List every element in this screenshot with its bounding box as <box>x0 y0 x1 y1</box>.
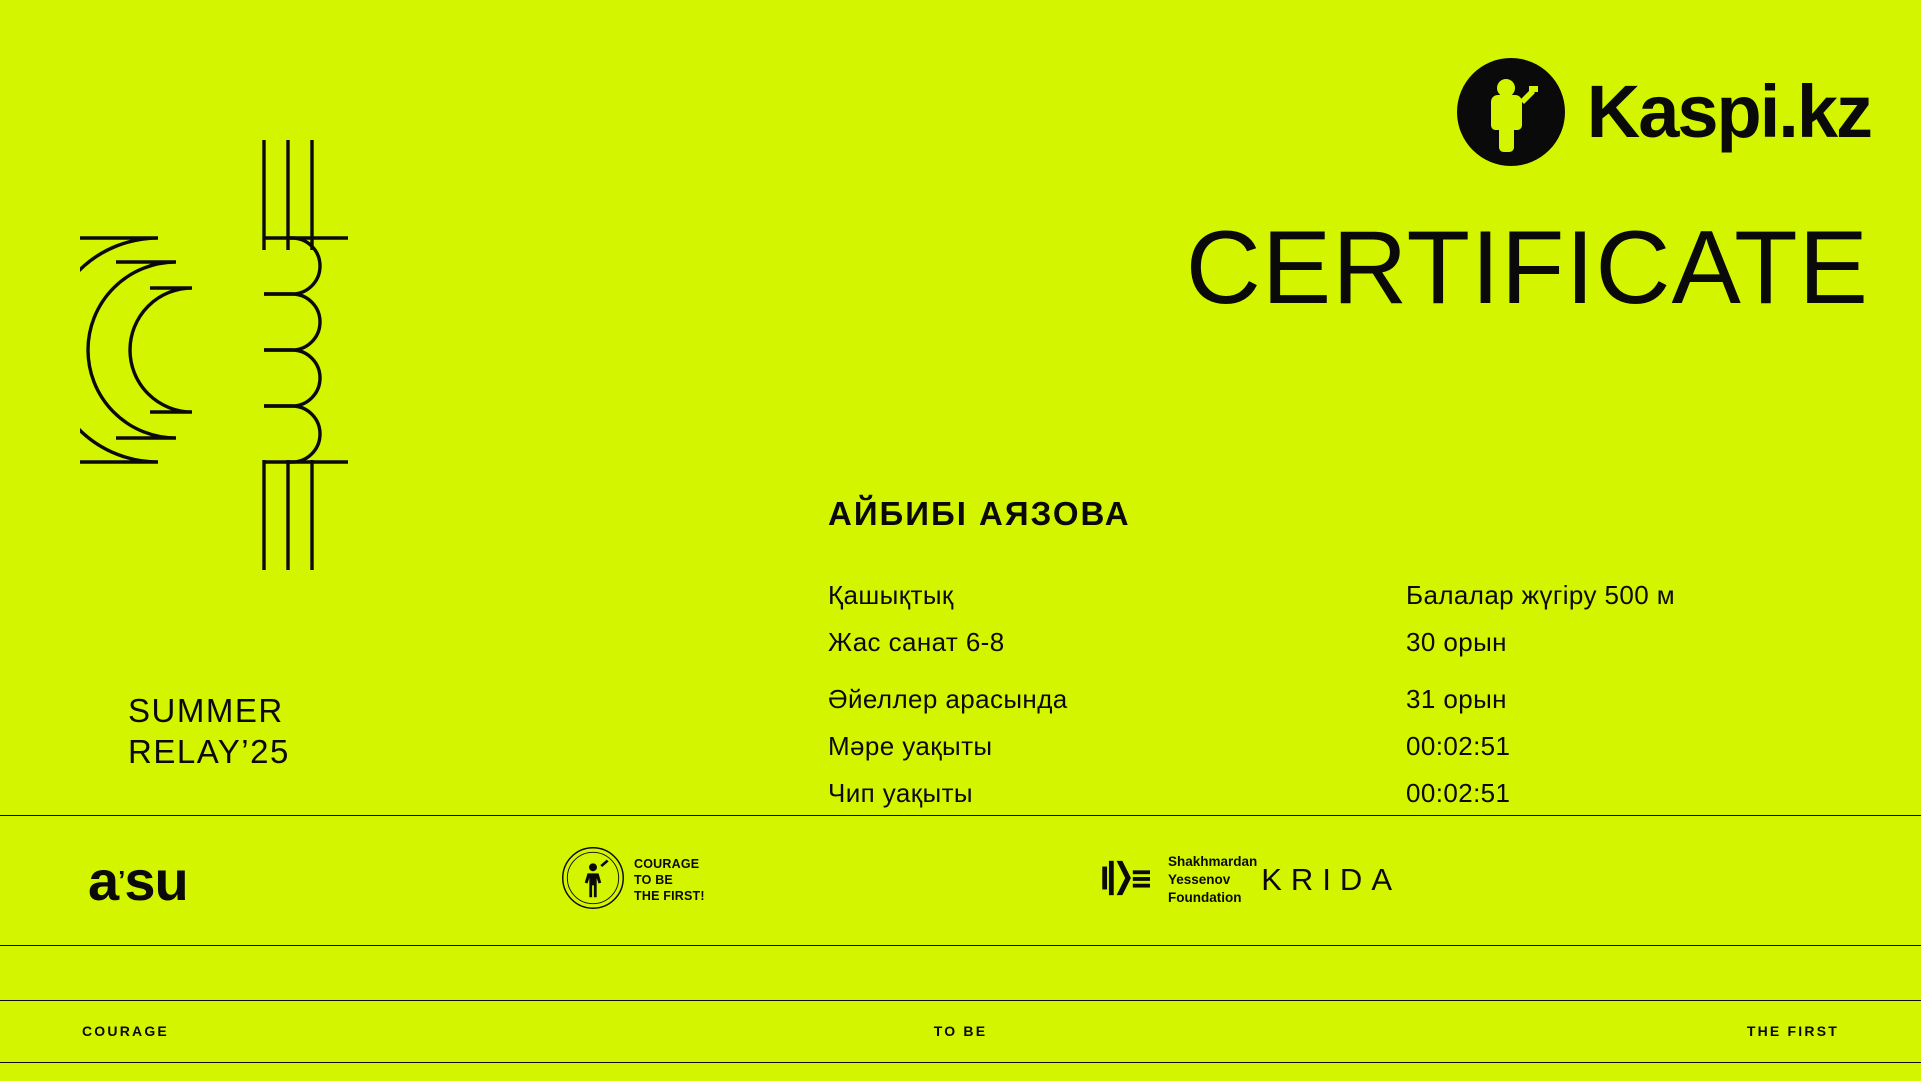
divider-mid <box>0 945 1921 946</box>
summer-relay-emblem-icon <box>80 130 420 650</box>
kaspi-logo <box>1457 58 1871 166</box>
krida-logo-icon: KRIDA <box>1261 862 1401 897</box>
courage-line-2: TO BE <box>634 872 673 887</box>
result-label: Мәре уақыты <box>828 731 993 761</box>
result-label: Чип уақыты <box>828 778 973 808</box>
event-name-line-2: RELAY’25 <box>128 733 290 771</box>
athlete-name: АЙБИБІ АЯЗОВА <box>828 495 1131 532</box>
kaspi-logo-label: Kaspi.kz <box>1586 70 1871 153</box>
yessenov-foundation-icon <box>1100 857 1158 904</box>
result-label: Әйеллер арасында <box>828 684 1068 714</box>
result-value: 00:02:51 <box>1406 731 1511 761</box>
result-value: 31 орын <box>1406 684 1507 714</box>
page-title: CERTIFICATE <box>1185 210 1869 326</box>
asu-logo-icon <box>88 848 188 913</box>
yessenov-foundation-logo <box>1100 853 1257 908</box>
asu-logo-apostrophe: ’ <box>118 864 125 895</box>
courage-fund-text <box>634 856 705 905</box>
result-value: 00:02:51 <box>1406 778 1511 808</box>
divider-footer-bottom <box>0 1062 1921 1063</box>
result-label: Жас санат 6-8 <box>828 627 1005 657</box>
footer-left: COURAGE <box>82 1023 169 1039</box>
footer-center: TO BE <box>933 1023 988 1039</box>
courage-fund-logo <box>560 845 705 916</box>
footer-slogan <box>0 1000 1921 1062</box>
footer-right: THE FIRST <box>1746 1023 1839 1039</box>
asu-logo-label-a: a <box>88 848 119 912</box>
result-value: 30 орын <box>1406 627 1507 657</box>
courage-fund-icon <box>560 845 626 916</box>
yessenov-foundation-text <box>1168 853 1257 908</box>
result-value: Балалар жүгіру 500 м <box>1406 580 1675 610</box>
table-row <box>828 778 1888 809</box>
shakhmardan-line-1: Shakhmardan <box>1168 853 1258 869</box>
result-label: Қашықтық <box>828 580 954 610</box>
table-row <box>828 580 1888 611</box>
event-name-line-1: SUMMER <box>128 692 284 729</box>
table-row <box>828 731 1888 762</box>
event-name <box>128 690 290 773</box>
courage-line-3: THE FIRST! <box>634 889 705 904</box>
table-row <box>828 627 1888 658</box>
courage-line-1: COURAGE <box>634 856 700 871</box>
shakhmardan-line-2: Yessenov <box>1168 871 1231 887</box>
asu-logo-label-su: su <box>124 848 188 912</box>
kaspi-logo-icon <box>1457 58 1565 166</box>
sponsor-strip <box>0 815 1921 945</box>
shakhmardan-line-3: Foundation <box>1168 890 1242 906</box>
table-row <box>828 684 1888 715</box>
results-table <box>828 580 1888 825</box>
